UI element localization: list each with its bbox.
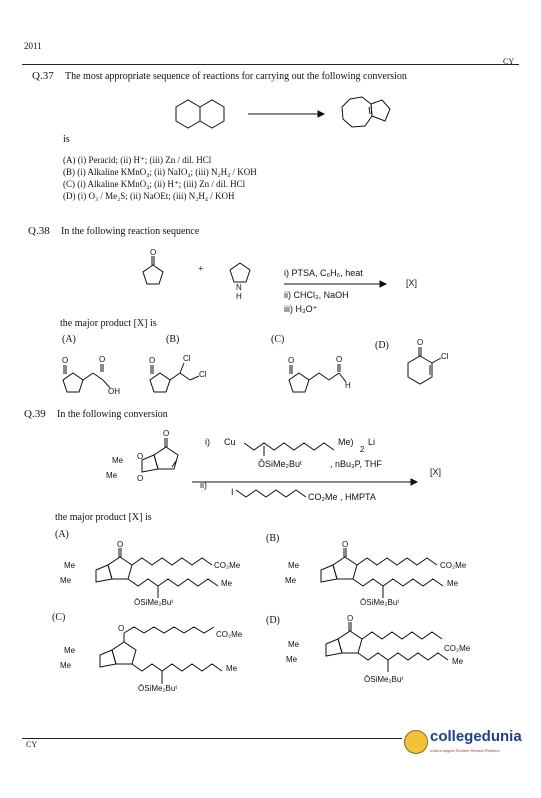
q39-d-me1: Me [288, 640, 300, 649]
q39-b-osi: ŌSiMe₂Buᵗ [360, 598, 400, 607]
q39-a-osi: ŌSiMe₂Buᵗ [134, 598, 174, 607]
q39-reagent-ii-prefix: ii) [200, 480, 207, 490]
q39-reagent-i-me: Me) [338, 437, 354, 447]
q38-major: the major product [X] is [60, 318, 157, 329]
q37-is: is [63, 134, 70, 145]
q37-option-d: (D) (i) O₃ / Me₂S; (ii) NaOEt; (iii) N₂H₄ / KOH [63, 191, 235, 201]
q39-reagent-i-sub2: 2 [360, 445, 365, 454]
q39-b-o: O [342, 540, 349, 549]
q38-amine-n: N [236, 283, 242, 292]
q38-reagent-3: iii) H₃O⁺ [284, 304, 318, 314]
q39-c-me1: Me [64, 646, 76, 655]
q37-option-c: (C) (i) Alkaline KMnO₄; (ii) H⁺; (iii) Zn / dil. HCl [63, 179, 246, 189]
q39-reagent-i-cu: Cu [224, 437, 236, 447]
q39-a-o: O [117, 540, 124, 549]
q39-sm-me1: Me [112, 456, 124, 465]
q39-major: the major product [X] is [55, 512, 152, 523]
footer-rule [22, 738, 402, 739]
q37-option-b: (B) (i) Alkaline KMnO₄; (ii) NaIO₄; (iii) N₂H₄ / KOH [63, 167, 257, 177]
q39-sm-o2: O [137, 452, 144, 461]
footer-tagline: India's largest Student Review Platform [430, 748, 500, 753]
q39-c-me3: Me [226, 664, 238, 673]
q38-c-h: H [345, 381, 351, 390]
q38-option-label-c: (C) [271, 334, 285, 345]
q39-reagent-i-cond: , nBu₃P, THF [330, 459, 382, 469]
q39-b-me2: Me [285, 576, 297, 585]
q39-d-me3: Me [452, 657, 464, 666]
q39-question: In the following conversion [57, 409, 168, 420]
collegedunia-logo-icon [404, 730, 428, 754]
q39-a-me2: Me [60, 576, 72, 585]
q38-a-o2: O [99, 355, 106, 364]
q38-product-x: [X] [406, 278, 418, 288]
q39-option-label-d: (D) [266, 615, 280, 626]
q38-a-oh: OH [108, 387, 120, 396]
q38-plus: + [198, 264, 204, 275]
q39-b-me1: Me [288, 561, 300, 570]
q38-b-cl2: Cl [199, 370, 207, 379]
q38-number: Q.38 [28, 225, 50, 237]
q37-option-a: (A) (i) Peracid; (ii) H⁺; (iii) Zn / dil. HCl [63, 155, 212, 165]
q39-reagent-i-prefix: i) [205, 437, 210, 447]
q38-c-o1: O [288, 356, 295, 365]
q39-reagent-ii-co2me: CO₂Me [308, 492, 338, 502]
q39-d-me2: Me [286, 655, 298, 664]
footer-code: CY [26, 740, 38, 749]
q38-reagent-1: i) PTSA, C₆H₆, heat [284, 268, 363, 278]
q38-b-cl1: Cl [183, 354, 191, 363]
q38-b-o: O [149, 356, 156, 365]
q39-d-co2me: CO₂Me [444, 644, 471, 653]
q39-number: Q.39 [24, 408, 46, 420]
q38-d-cl: Cl [441, 352, 449, 361]
q39-c-osi: ŌSiMe₂Buᵗ [138, 684, 178, 693]
q38-option-label-a: (A) [62, 334, 76, 345]
q39-option-label-c: (C) [52, 612, 66, 623]
header-code: CY [503, 57, 515, 66]
q39-option-label-a: (A) [55, 529, 69, 540]
q39-reagent-ii-cond: , HMPTA [340, 492, 376, 502]
q39-reagent-i-osi: ŌSiMe₂Buᵗ [258, 459, 302, 469]
q39-sm-me2: Me [106, 471, 118, 480]
footer-brand: collegedunia [430, 728, 522, 745]
q37-question: The most appropriate sequence of reactions for carrying out the following conversion [65, 71, 407, 82]
q39-c-me2: Me [60, 661, 72, 670]
q39-c-o: O [118, 624, 125, 633]
q39-sm-o: O [163, 429, 170, 438]
q37-number: Q.37 [32, 70, 54, 82]
q39-b-me3: Me [447, 579, 459, 588]
q38-reagent-2: ii) CHCl₃, NaOH [284, 290, 349, 300]
q38-d-o: O [417, 338, 424, 347]
q39-d-osi: ŌSiMe₂Buᵗ [364, 675, 404, 684]
q38-option-label-d: (D) [375, 340, 389, 351]
q38-ketone-o: O [150, 248, 157, 257]
q38-c-o2: O [336, 355, 343, 364]
q38-amine-h: H [236, 292, 242, 301]
q38-option-label-b: (B) [166, 334, 180, 345]
q38-a-o1: O [62, 356, 69, 365]
q39-a-co2me: CO₂Me [214, 561, 241, 570]
q39-product-x: [X] [430, 467, 442, 477]
q39-c-co2me: CO₂Me [216, 630, 243, 639]
q38-question: In the following reaction sequence [61, 226, 200, 237]
q39-option-label-b: (B) [266, 533, 280, 544]
q39-a-me3: Me [221, 579, 233, 588]
q39-a-me1: Me [64, 561, 76, 570]
q39-b-co2me: CO₂Me [440, 561, 467, 570]
header-year: 2011 [24, 41, 42, 51]
q39-reagent-ii-i: I [231, 487, 234, 497]
q39-sm-o3: O [137, 474, 144, 483]
q39-reagent-i-li: Li [368, 437, 376, 447]
q39-d-o: O [347, 614, 354, 623]
